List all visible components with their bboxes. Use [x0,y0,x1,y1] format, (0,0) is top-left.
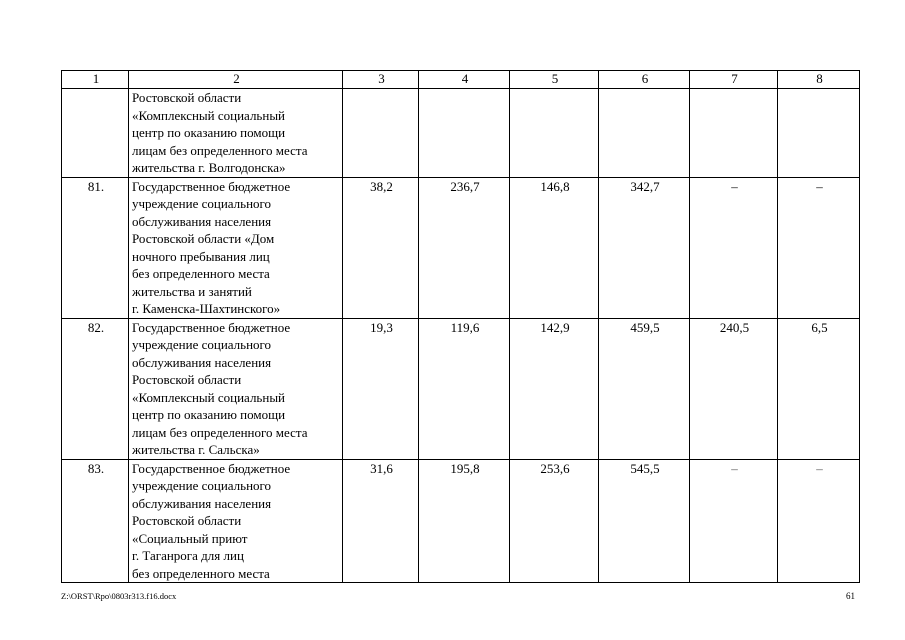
institution-name [129,89,343,178]
column-header: 1 [62,71,129,89]
column-header: 5 [510,71,599,89]
name-line: учреждение социального [132,337,272,352]
value-cell: 240,5 [690,318,778,459]
name-line: без определенного места [132,266,270,281]
value-cell: 253,6 [510,459,599,583]
institution-name [129,459,343,583]
institution-name [129,177,343,318]
value-cell: 342,7 [599,177,690,318]
value-cell: 6,5 [778,318,860,459]
value-cell: 146,8 [510,177,599,318]
row-number: 81. [62,177,129,318]
value-cell: – [690,459,778,583]
value-cell: 19,3 [343,318,419,459]
institution-name [129,318,343,459]
page-number: 61 [846,591,855,601]
table-row [62,89,860,178]
name-line: г. Таганрога для лиц [132,548,244,563]
value-cell [778,89,860,178]
value-cell: 31,6 [343,459,419,583]
value-cell: – [690,177,778,318]
name-line: учреждение социального [132,196,272,211]
value-cell [599,89,690,178]
name-line: жительства г. Сальска» [132,442,260,457]
name-line: Ростовской области [132,90,242,105]
data-table [61,70,860,583]
name-line: г. Каменска-Шахтинского» [132,301,281,316]
name-line: Ростовской области [132,372,242,387]
name-line: жительства и занятий [132,283,252,299]
value-cell: – [778,177,860,318]
value-cell: 545,5 [599,459,690,583]
table-row [62,318,860,459]
table-header-row [62,71,860,89]
name-line: жительства г. Волгодонска» [132,160,286,175]
footer-file-path: Z:\ORST\Rpo\0803r313.f16.docx [61,591,177,601]
name-line: обслуживания населения [132,495,272,511]
value-cell [419,89,510,178]
row-number: 82. [62,318,129,459]
name-line: ночного пребывания лиц [132,248,270,264]
name-line: без определенного места [132,565,270,581]
name-line: Ростовской области [132,513,242,528]
value-cell [343,89,419,178]
row-number [62,89,129,178]
column-header: 4 [419,71,510,89]
value-cell [510,89,599,178]
column-header: 3 [343,71,419,89]
value-cell: 38,2 [343,177,419,318]
name-line: обслуживания населения [132,354,272,370]
value-cell: 195,8 [419,459,510,583]
column-header: 2 [129,71,343,89]
name-line: Ростовской области «Дом [132,231,275,246]
name-line: «Комплексный социальный [132,107,286,123]
name-line: центр по оказанию помощи [132,407,286,422]
value-cell: 459,5 [599,318,690,459]
row-number: 83. [62,459,129,583]
name-line: учреждение социального [132,478,272,493]
name-line: «Комплексный социальный [132,389,286,405]
value-cell: 142,9 [510,318,599,459]
table-row [62,459,860,583]
name-line: «Социальный приют [132,530,248,546]
name-line: центр по оказанию помощи [132,125,286,140]
name-line: обслуживания населения [132,213,272,229]
name-line: Государственное бюджетное [132,319,291,335]
table-row [62,177,860,318]
value-cell: 119,6 [419,318,510,459]
column-header: 8 [778,71,860,89]
column-header: 7 [690,71,778,89]
name-line: лицам без определенного места [132,424,308,440]
value-cell [690,89,778,178]
column-header: 6 [599,71,690,89]
name-line: Государственное бюджетное [132,460,291,476]
name-line: лицам без определенного места [132,142,308,158]
name-line: Государственное бюджетное [132,178,291,194]
value-cell: – [778,459,860,583]
value-cell: 236,7 [419,177,510,318]
